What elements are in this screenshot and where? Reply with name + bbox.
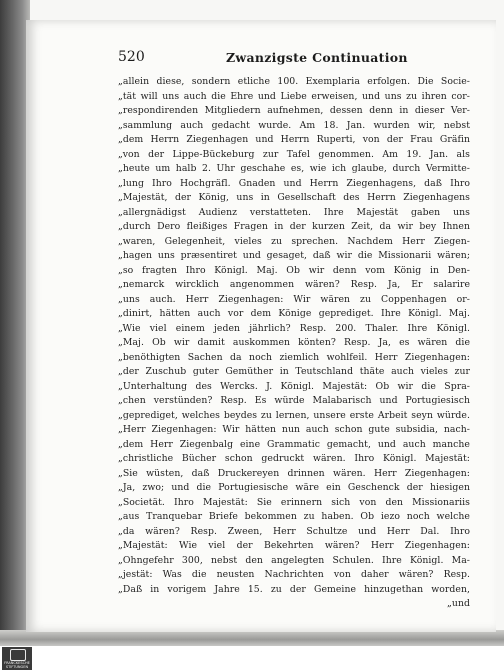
text-line: „waren, Gelegenheit, vieles zu sprechen. Nachdem Herr Ziegen- [118, 235, 470, 247]
running-title: Zwanzigste Continuation [226, 50, 408, 65]
text-line: „tät will uns auch die Ehre und Liebe erweisen, und uns zu ihren cor- [118, 90, 470, 102]
logo-emblem-icon [10, 649, 26, 661]
text-line: „chen verstünden? Resp. Es würde Malabarisch und Portugiesisch [118, 395, 470, 406]
page-header [118, 49, 470, 69]
text-line: „respondirenden Mitgliedern aufnehmen, dessen denn in dieser Ver- [118, 105, 470, 116]
text-line: „dem Herrn Ziegenhagen und Herrn Ruperti, von der Frau Gräfin [118, 134, 470, 145]
text-line: „uns auch. Herr Ziegenhagen: Wir wären zu Coppenhagen or- [118, 293, 470, 305]
library-logo-icon [2, 647, 32, 670]
text-line: „sammlung auch gedacht wurde. Am 18. Jan. wurden wir, nebst [118, 119, 470, 131]
text-line: „da wären? Resp. Zween, Herr Schultze und Herr Dal. Ihro [118, 525, 470, 537]
text-line: „durch Dero fleißiges Fragen in der kurzen Zeit, da wir bey Ihnen [118, 221, 470, 232]
text-line: „allergnädigst Audienz verstatteten. Ihre Majestät gaben uns [118, 206, 470, 218]
text-line: „jestät: Was die neusten Nachrichten von daher wären? Resp. [118, 569, 470, 580]
body-text [118, 75, 470, 612]
text-line: „allein diese, sondern etliche 100. Exemplaria erfolgen. Die Socie- [118, 76, 470, 87]
text-line: „Maj. Ob wir damit auskommen könten? Resp. Ja, es wären die [118, 337, 470, 348]
text-line: „benöthigten Sachen da noch ziemlich wohlfeil. Herr Ziegenhagen: [118, 351, 470, 363]
text-line: „Herr Ziegenhagen: Wir hätten nun auch schon gute subsidia, nach- [118, 424, 470, 435]
text-line: „der Zuschub guter Gemüther in Teutschland thäte auch vieles zur [118, 366, 470, 377]
text-line: „hagen uns præsentiret und gesaget, daß wir die Missionarii wären; [118, 250, 470, 261]
page-number: 520 [118, 49, 145, 65]
book-bottom-edge [0, 630, 504, 646]
text-line: „Societät. Ihro Majestät: Sie erinnern sich von den Missionariis [118, 496, 470, 508]
text-line: „so fragten Ihro Königl. Maj. Ob wir denn vom König in Den- [118, 264, 470, 276]
text-line: „Majestät: Wie viel der Bekehrten wären? Herr Ziegenhagen: [118, 540, 470, 551]
text-line: „heute um halb 2. Uhr geschahe es, wie ich glaube, durch Vermitte- [118, 163, 470, 174]
text-line: „Ohngefehr 300, nebst den angelegten Schulen. Ihre Königl. Ma- [118, 554, 470, 566]
text-line: „Unterhaltung des Wercks. J. Königl. Majestät: Ob wir die Spra- [118, 380, 470, 392]
text-line: „lung Ihro Hochgräfl. Gnaden und Herrn Ziegenhagens, daß Ihro [118, 177, 470, 189]
text-line: „Majestät, der König, uns in Gesellschaft des Herrn Ziegenhagens [118, 192, 470, 203]
text-line: „Sie wüsten, daß Druckereyen drinnen wären. Herr Ziegenhagen: [118, 467, 470, 479]
text-line: „Daß in vorigem Jahre 15. zu der Gemeine hinzugethan worden, [118, 583, 470, 595]
text-line: „aus Tranquebar Briefe bekommen zu haben. Ob iezo noch welche [118, 511, 470, 522]
text-line: „dinirt, hätten auch vor dem Könige geprediget. Ihre Königl. Maj. [118, 308, 470, 319]
text-line: „Wie viel einem jeden jährlich? Resp. 200. Thaler. Ihre Königl. [118, 322, 470, 334]
text-line: „dem Herr Ziegenbalg eine Grammatic gemacht, und auch manche [118, 438, 470, 450]
text-line: „nemarck wircklich angenommen wären? Resp. Ja, Er salarire [118, 279, 470, 290]
text-line: „christliche Bücher schon gedruckt wären. Ihro Königl. Majestät: [118, 453, 470, 464]
catchword: „und [447, 598, 470, 609]
text-line: „von der Lippe-Bückeburg zur Tafel genommen. Am 19. Jan. als [118, 148, 470, 160]
logo-text: FRANCKESCHE STIFTUNGEN [4, 661, 30, 669]
text-line: „geprediget, welches beydes zu lernen, unsere erste Arbeit seyn würde. [118, 409, 470, 421]
footer-strip [0, 646, 504, 672]
text-line: „Ja, zwo; und die Portugiesische wäre ein Geschenck der hiesigen [118, 482, 470, 493]
